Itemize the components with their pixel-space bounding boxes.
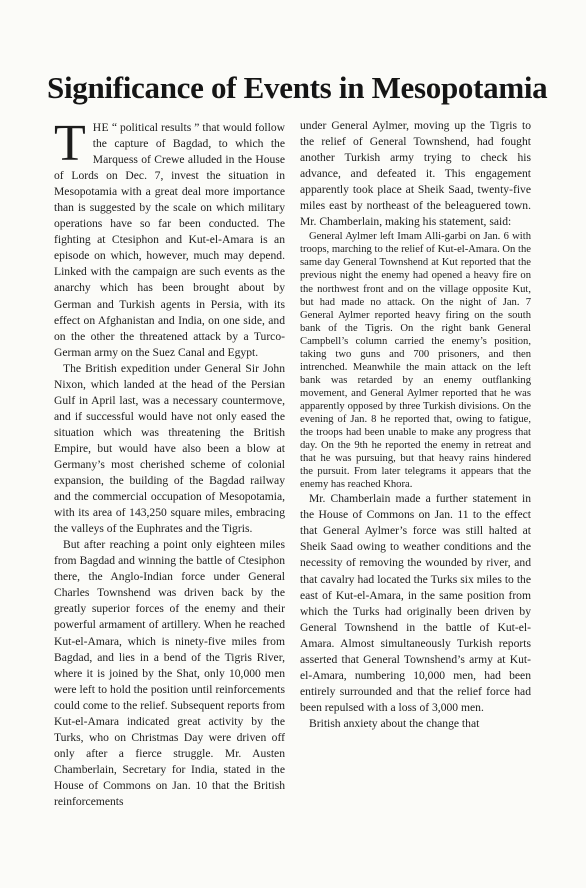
left-column (54, 115, 285, 810)
drop-cap: T (54, 115, 86, 172)
paragraph-3: But after reaching a point only eighteen miles from Bagdad and winning the battle of Ctesiphon there, the Anglo-Indian force under General Charles Townshend was driven back by the greatly superior forces of the enemy and their powerful armament of artillery. When he reached Kut-el-Amara, which is ninety-five miles from Bagdad, and lies in a bend of the Tigris River, where it is joined by the Shat, only 10,000 men were left to hold the position until reinforcements could come to the relief. Subsequent reports from Kut-el-Amara indicated great activity by the Turks, who on Christmas Day were driven off only after a fierce struggle. Mr. Austen Chamberlain, Secretary for India, stated in the House of Commons on Jan. 10 that the British reinforcements (54, 538, 285, 808)
paragraph-1 (54, 115, 285, 361)
right-column (300, 118, 531, 732)
paragraph-1-text: “ political results ” that would follow the capture of Bagdad, to which the Marquess of Crewe alluded in the House of Lords on Dec. 7, invest the situation in Mesopotamia with a great deal more importance than is suggested by the scale on which military operations have so far been conducted. The fighting at Ctesiphon and Kut-el-Amara is an episode on which, however, much may depend. Linked with the campaign are such events as the anarchy which has been brought about by German and Turkish agents in Persia, with its effect on Afghanistan and India, on one side, and on the other the threatened attack by a Turco-German army on the Suez Canal and Egypt. (54, 121, 285, 359)
paragraph-5: Mr. Chamberlain made a further statement in the House of Commons on Jan. 11 to the effect that General Aylmer’s force was still halted at Sheik Saad owing to weather conditions and the necessity of removing the wounded by river, and that cavalry had located the Turks six miles to the east of Kut-el-Amara, in the same position from which the Turks had originally been driven by General Townshend in the battle of Kut-el-Amara. Almost simultaneously Turkish reports asserted that General Townshend’s army at Kut-el-Amara, numbering 10,000 men, had been entirely surrounded and that the relief force had been repulsed with a loss of 3,000 men. (300, 492, 531, 714)
article-title: Significance of Events in Mesopotamia (47, 70, 548, 105)
paragraph-2: The British expedition under General Sir John Nixon, which landed at the head of the Persian Gulf in April last, was a necessary countermove, and if successful would have not only eased the situation which was threatening the British Empire, but would have also been a blow at Germany’s most cherished scheme of colonial expansion, the building of the Bagdad railway and the commercial occupation of Mesopotamia, with its area of 143,250 square miles, embracing the valleys of the Euphrates and the Tigris. (54, 361, 285, 536)
paragraph-4: under General Aylmer, moving up the Tigris to the relief of General Townshend, had fought another Turkish army trying to check his advance, and defeated it. This engagement apparently took place at Sheik Saad, twenty-five miles east by northeast of the beleaguered town. Mr. Chamberlain, making his statement, said: (300, 119, 531, 229)
intro-caps: HE (92, 121, 109, 134)
paragraph-6: British anxiety about the change that (309, 716, 480, 730)
block-quote: General Aylmer left Imam Alli-garbi on Jan. 6 with troops, marching to the relief of Kut-el-Amara. On the same day General Townshend at Kut reported that the previous night the enemy had opened a heavy fire on the northwest front and on the village opposite Kut, but had made no attack. On the night of Jan. 7 General Aylmer reported heavy firing on the south bank of the Tigris. On the right bank General Campbell’s column carried the enemy’s position, taking two guns and 700 prisoners, and then intrenched. Meanwhile the main attack on the left bank was retarded by an enemy outflanking movement, and General Aylmer reported that he was apparently opposed by three Turkish divisions. On the evening of Jan. 8 he reported that, owing to fatigue, the troops had been unable to make any progress that day. On the 9th he reported the enemy in retreat and that he was pursuing, but that heavy rains hindered the pursuit. From later telegrams it appears that the enemy has reached Khora. (300, 231, 531, 491)
